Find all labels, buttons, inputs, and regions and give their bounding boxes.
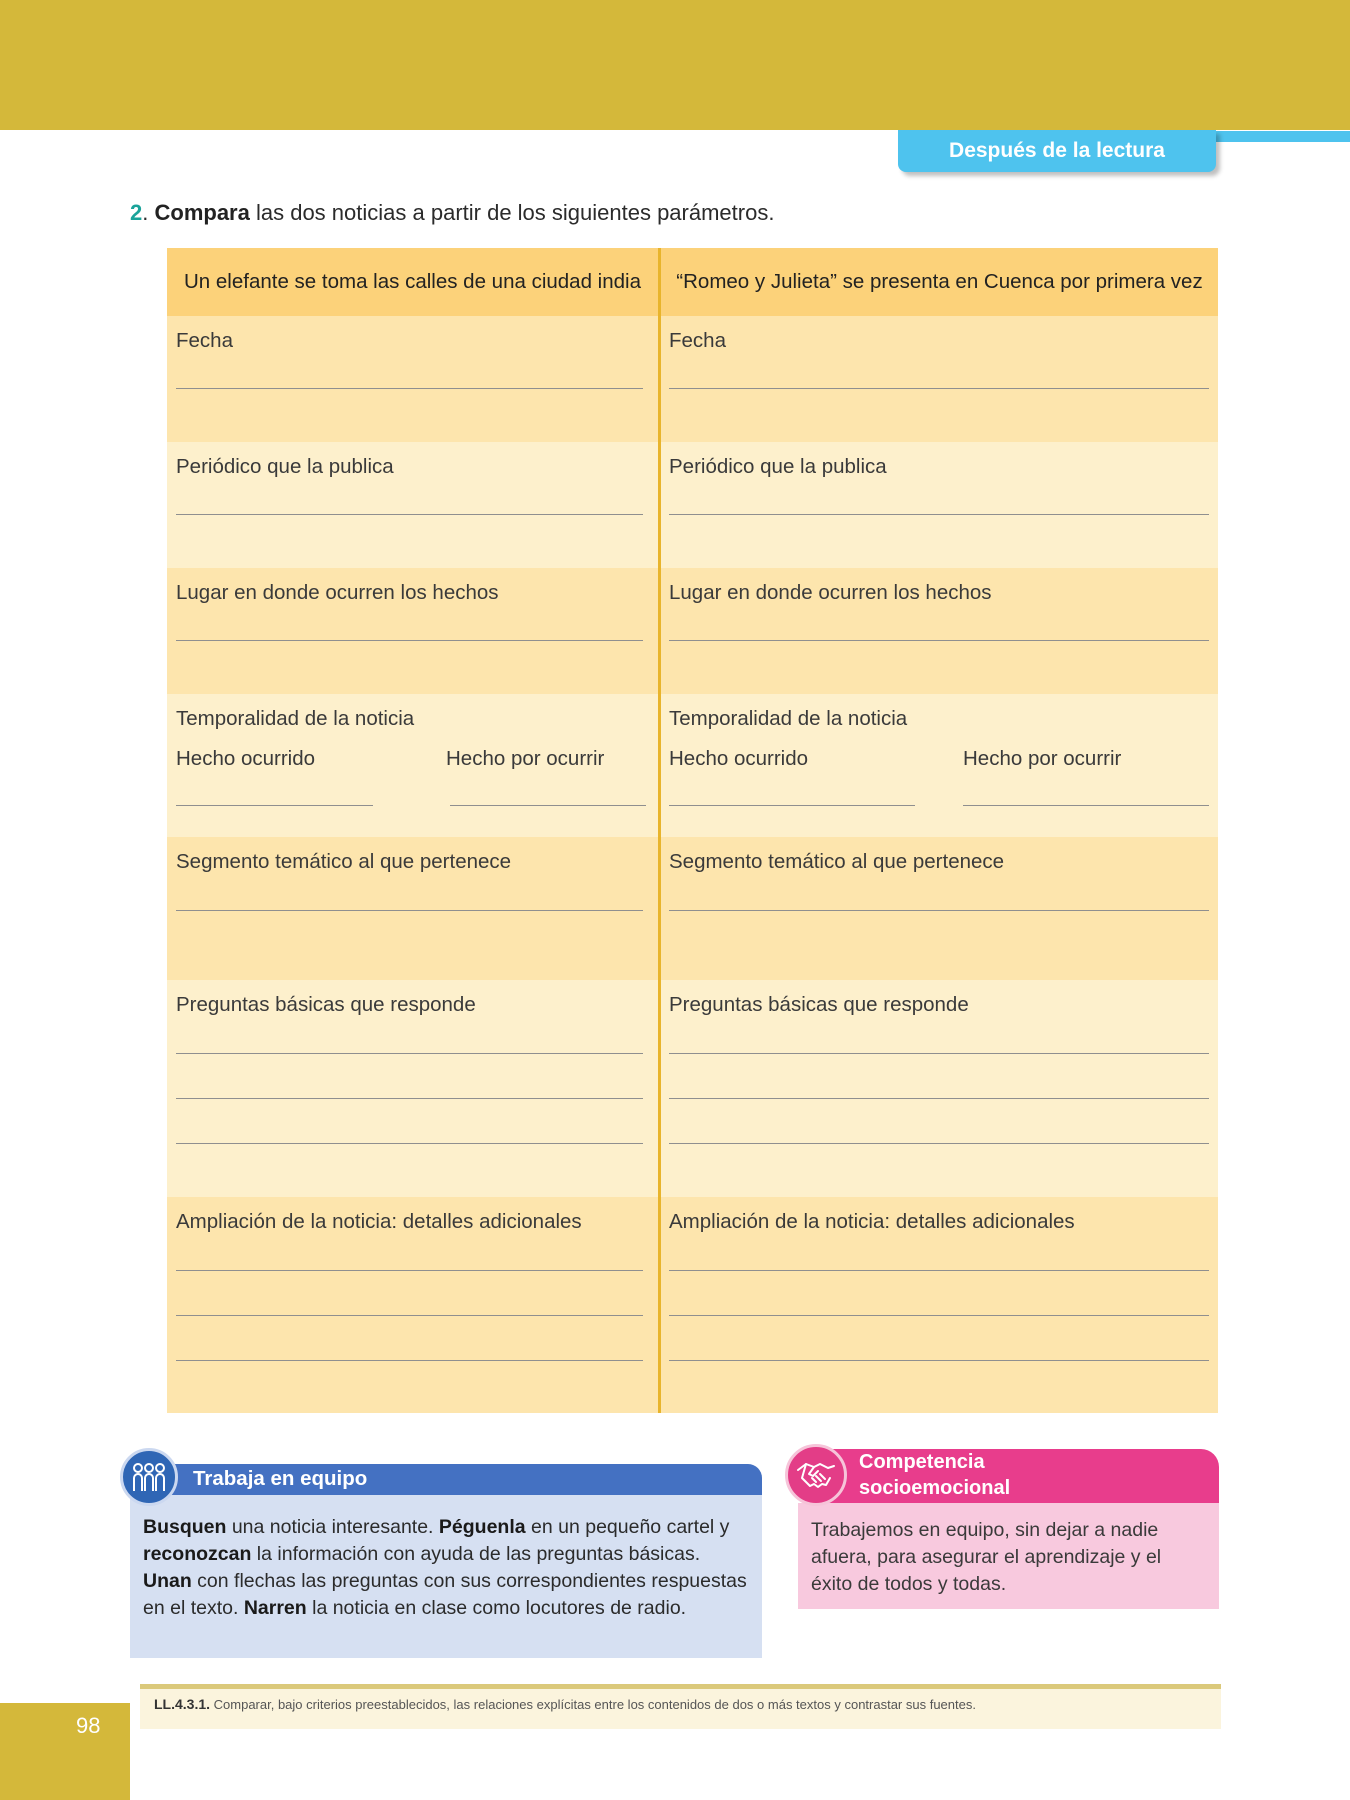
answer-line[interactable] — [176, 1098, 643, 1099]
table-row-lugar — [167, 568, 1218, 694]
preguntas-label-left: Preguntas básicas que responde — [176, 993, 476, 1016]
team-verb-4: Unan — [143, 1570, 192, 1592]
ampliacion-label-right: Ampliación de la noticia: detalles adicionales — [669, 1210, 1075, 1233]
team-text-1: una noticia interesante. — [226, 1516, 439, 1538]
team-text-5: la noticia en clase como locutores de radio. — [306, 1597, 687, 1619]
lugar-label-left: Lugar en donde ocurren los hechos — [176, 581, 499, 604]
answer-line[interactable] — [176, 1143, 643, 1144]
section-tab: Después de la lectura — [898, 130, 1216, 172]
fecha-label-right: Fecha — [669, 329, 726, 352]
team-text-4: con flechas las preguntas con sus correspondientes respuestas en el texto. — [143, 1570, 747, 1619]
table-row-preguntas — [167, 980, 1218, 1197]
socioemotional-title — [859, 1449, 1010, 1501]
answer-line[interactable] — [669, 1053, 1209, 1054]
periodico-label-right: Periódico que la publica — [669, 455, 887, 478]
socioemotional-text: Trabajemos en equipo, sin dejar a nadie afuera, para asegurar el aprendizaje y el éxito de todos y todas. — [811, 1519, 1162, 1595]
segmento-label-left: Segmento temático al que pertenece — [176, 850, 512, 873]
periodico-label-left: Periódico que la publica — [176, 455, 394, 478]
curriculum-standard — [154, 1696, 976, 1712]
activity-number-dot: . — [142, 200, 149, 225]
team-verb-3: reconozcan — [143, 1543, 252, 1565]
team-work-title: Trabaja en equipo — [193, 1467, 368, 1490]
column-divider — [658, 248, 661, 1413]
segmento-label-right: Segmento temático al que pertenece — [669, 850, 1005, 873]
socioemotional-title-line1: Competencia — [859, 1451, 985, 1473]
answer-line[interactable] — [963, 805, 1209, 806]
answer-line[interactable] — [669, 1360, 1209, 1361]
answer-line[interactable] — [176, 1053, 643, 1054]
table-row-segmento — [167, 837, 1218, 980]
handshake-icon — [785, 1444, 847, 1506]
answer-line[interactable] — [450, 805, 646, 806]
answer-line[interactable] — [176, 640, 643, 641]
temporalidad-label-right: Temporalidad de la noticia — [669, 707, 908, 730]
section-tab-strip — [1210, 131, 1350, 142]
answer-line[interactable] — [669, 1315, 1209, 1316]
instruction-verb: Compara — [154, 200, 250, 225]
table-row-fecha — [167, 316, 1218, 442]
activity-instruction — [130, 200, 774, 226]
answer-line[interactable] — [669, 388, 1209, 389]
instruction-text: las dos noticias a partir de los siguientes parámetros. — [249, 200, 775, 225]
preguntas-label-right: Preguntas básicas que responde — [669, 993, 969, 1016]
temporalidad-label-left: Temporalidad de la noticia — [176, 707, 415, 730]
team-text-3: la información con ayuda de las preguntas básicas. — [251, 1543, 701, 1565]
top-color-band — [0, 0, 1350, 130]
answer-line[interactable] — [176, 910, 643, 911]
answer-line[interactable] — [669, 805, 915, 806]
column-2-title: “Romeo y Julieta” se presenta en Cuenca por primera vez — [676, 270, 1203, 293]
people-group-icon — [120, 1448, 178, 1506]
table-header-row — [167, 248, 1218, 316]
answer-line[interactable] — [669, 514, 1209, 515]
lugar-label-right: Lugar en donde ocurren los hechos — [669, 581, 992, 604]
column-1-title: Un elefante se toma las calles de una ciudad india — [184, 270, 641, 293]
hecho-por-ocurrir-label-right: Hecho por ocurrir — [963, 747, 1122, 770]
table-row-ampliacion — [167, 1197, 1218, 1413]
answer-line[interactable] — [176, 1360, 643, 1361]
fecha-label-left: Fecha — [176, 329, 233, 352]
page-number: 98 — [76, 1713, 101, 1738]
standard-code: LL.4.3.1. — [154, 1696, 211, 1712]
team-work-text — [143, 1514, 749, 1622]
answer-line[interactable] — [669, 1098, 1209, 1099]
answer-line[interactable] — [669, 1143, 1209, 1144]
answer-line[interactable] — [669, 910, 1209, 911]
team-text-2: en un pequeño cartel y — [525, 1516, 730, 1538]
standard-text: Comparar, bajo criterios preestablecidos, las relaciones explícitas entre los contenidos de dos o más textos y contrastar sus fuentes. — [210, 1697, 976, 1712]
answer-line[interactable] — [669, 1270, 1209, 1271]
answer-line[interactable] — [176, 388, 643, 389]
answer-line[interactable] — [176, 514, 643, 515]
footer-color-band — [0, 1703, 130, 1800]
hecho-ocurrido-label-right: Hecho ocurrido — [669, 747, 809, 770]
answer-line[interactable] — [176, 1315, 643, 1316]
answer-line[interactable] — [669, 640, 1209, 641]
answer-line[interactable] — [176, 805, 373, 806]
hecho-por-ocurrir-label-left: Hecho por ocurrir — [446, 747, 605, 770]
table-row-periodico — [167, 442, 1218, 568]
team-verb-5: Narren — [243, 1597, 307, 1619]
answer-line[interactable] — [176, 1270, 643, 1271]
team-verb-2: Péguenla — [438, 1516, 526, 1538]
ampliacion-label-left: Ampliación de la noticia: detalles adicionales — [176, 1210, 582, 1233]
table-row-temporalidad — [167, 694, 1218, 837]
socioemotional-title-line2: socioemocional — [859, 1477, 1011, 1499]
hecho-ocurrido-label-left: Hecho ocurrido — [176, 747, 316, 770]
team-verb-1: Busquen — [143, 1516, 227, 1538]
comparison-table — [167, 248, 1218, 1413]
activity-number: 2 — [130, 200, 143, 225]
